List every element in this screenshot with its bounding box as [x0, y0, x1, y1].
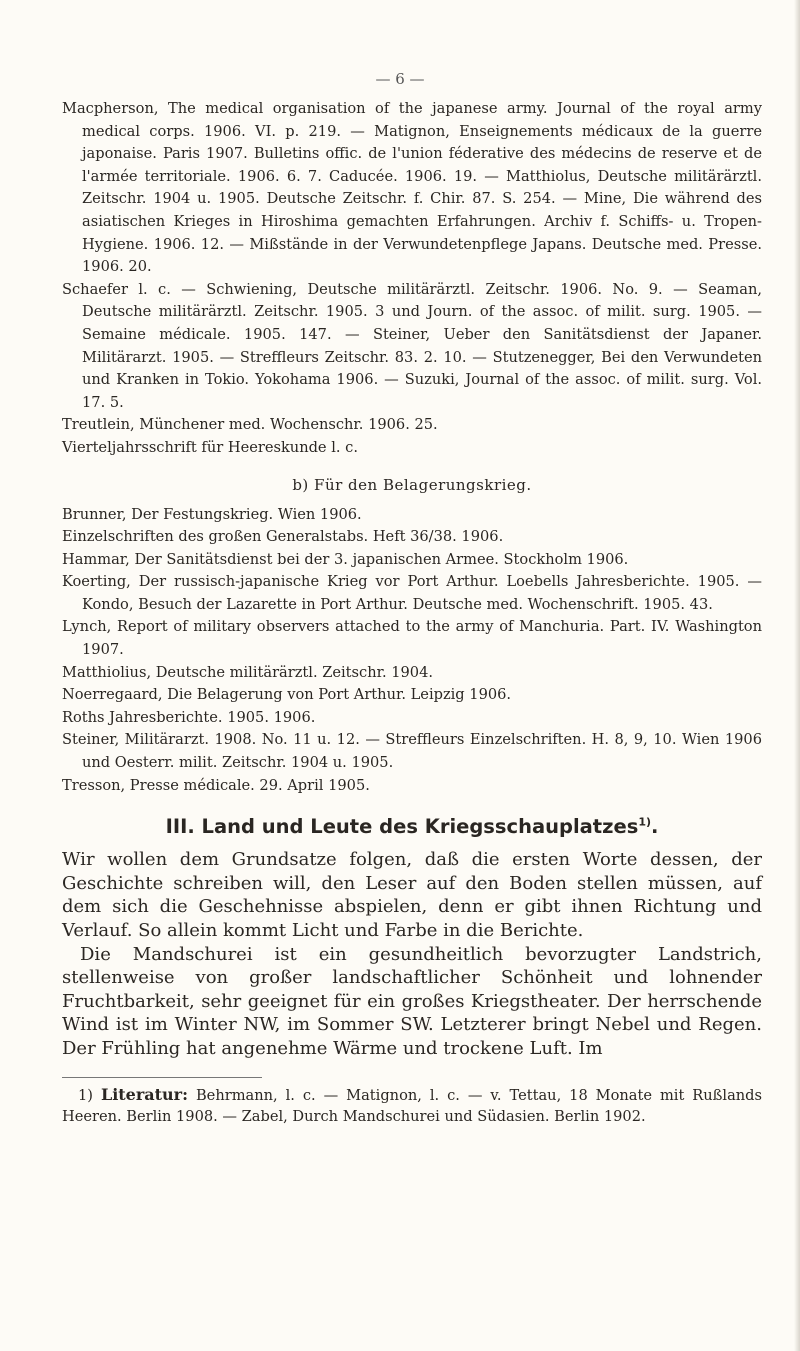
- bibliography-entry: Vierteljahrsschrift für Heereskunde l. c.: [62, 438, 358, 456]
- bibliography-entry: Noerregaard, Die Belagerung von Port Arthur. Leipzig 1906.: [62, 686, 512, 704]
- footnote: [62, 1084, 762, 1127]
- footnote-reference: 1): [638, 815, 651, 829]
- bibliography-entry: Steiner, Militärarzt. 1908. No. 11 u. 12. — Streffleurs Einzelschriften. H. 8, 9, 10. Wien 1906 und Oesterr. milit. Zeitschr. 1904 u. 1905.: [62, 731, 762, 772]
- footnote-divider: [62, 1077, 262, 1078]
- bibliography-entry: Treutlein, Münchener med. Wochenschr. 1906. 25.: [62, 416, 438, 434]
- body-paragraph: Die Mandschurei ist ein gesundheitlich bevorzugter Landstrich, stellenweise von großer landschaftlicher Schönheit und lohnender Fruchtbarkeit, sehr geeignet für ein großes Kriegstheater. Der herrschende Wind ist im Winter NW, im Sommer SW. Letzterer bringt Nebel und Regen. Der Frühling hat angenehme Wärme und trockene Luft. Im: [62, 943, 762, 1059]
- page-edge-shadow: [794, 0, 800, 1351]
- bibliography-entry: Schaefer l. c. — Schwiening, Deutsche militärärztl. Zeitschr. 1906. No. 9. — Seaman, Deutsche militärärztl. Zeitschr. 1905. 3 und Journ. of the assoc. of milit. surg. 1905. — Semaine médicale. 1905. 147. — Steiner, Ueber den Sanitätsdienst der Japaner. Militärarzt. 1905. — Streffleurs Zeitschr. 83. 2. 10. — Stutzenegger, Bei den Verwundeten und Kranken in Tokio. Yokohama 1906. — Suzuki, Journal of the assoc. of milit. surg. Vol. 17. 5.: [62, 280, 762, 411]
- subheading-siege-war: b) Für den Belagerungskrieg.: [292, 475, 532, 494]
- footnote-text: Behrmann, l. c. — Matignon, l. c. — v. Tettau, 18 Monate mit Rußlands Heeren. Berlin 1908. — Zabel, Durch Mandschurei und Südasien. Berlin 1902.: [62, 1086, 763, 1125]
- footnote-label: Literatur:: [100, 1084, 188, 1104]
- section-title: III. Land und Leute des Kriegsschauplatzes$^{1)}$.: [165, 815, 659, 839]
- bibliography-entry: Hammar, Der Sanitätsdienst bei der 3. japanischen Armee. Stockholm 1906.: [62, 550, 629, 568]
- bibliography-entry: Brunner, Der Festungskrieg. Wien 1906.: [62, 505, 362, 523]
- page-number: — 6 —: [375, 70, 425, 88]
- bibliography-entry: Einzelschriften des großen Generalstabs. Heft 36/38. 1906.: [62, 528, 504, 546]
- page-content: [62, 98, 762, 1127]
- bibliography-entry: Koerting, Der russisch-japanische Krieg vor Port Arthur. Loebells Jahresberichte. 1905. — Kondo, Besuch der Lazarette in Port Arthur. Deutsche med. Wochenschrift. 1905. 43.: [62, 573, 762, 613]
- bibliography-entry: Roths Jahresberichte. 1905. 1906.: [62, 708, 316, 726]
- bibliography-entry: Tresson, Presse médicale. 29. April 1905.: [62, 776, 370, 794]
- body-paragraph: Wir wollen dem Grundsatze folgen, daß die ersten Worte dessen, der Geschichte schreiben will, den Leser auf den Boden stellen müssen, auf dem sich die Geschehnisse abspielen, denn er gibt ihnen Richtung und Verlauf. So allein kommt Licht und Farbe in die Berichte.: [62, 849, 762, 941]
- bibliography-entry: Matthiolius, Deutsche militärärztl. Zeitschr. 1904.: [62, 663, 434, 681]
- bibliography-list: [62, 98, 762, 460]
- siege-bibliography-list: [62, 504, 762, 798]
- bibliography-entry: Lynch, Report of military observers attached to the army of Manchuria. Part. IV. Washington 1907.: [62, 618, 762, 659]
- section-title-text: III. Land und Leute des Kriegsschauplatzes: [165, 815, 639, 839]
- bibliography-entry: Macpherson, The medical organisation of the japanese army. Journal of the royal army medical corps. 1906. VI. p. 219. — Matignon, Enseignements médicaux de la guerre japonaise. Paris 1907. Bulletins offic. de l'union féderative des médecins de reserve et de l'armée territoriale. 1906. 6. 7. Caducée. 1906. 19. — Matthiolus, Deutsche militärärztl. Zeitschr. 1904 u. 1905. Deutsche Zeitschr. f. Chir. 87. S. 254. — Mine, Die während des asiatischen Krieges in Hiroshima gemachten Erfahrungen. Archiv f. Schiffs- u. Tropen-Hygiene. 1906. 12. — Mißstände in der Verwundetenpflege Japans. Deutsche med. Presse. 1906. 20.: [62, 100, 762, 276]
- footnote-marker: 1): [78, 1086, 93, 1104]
